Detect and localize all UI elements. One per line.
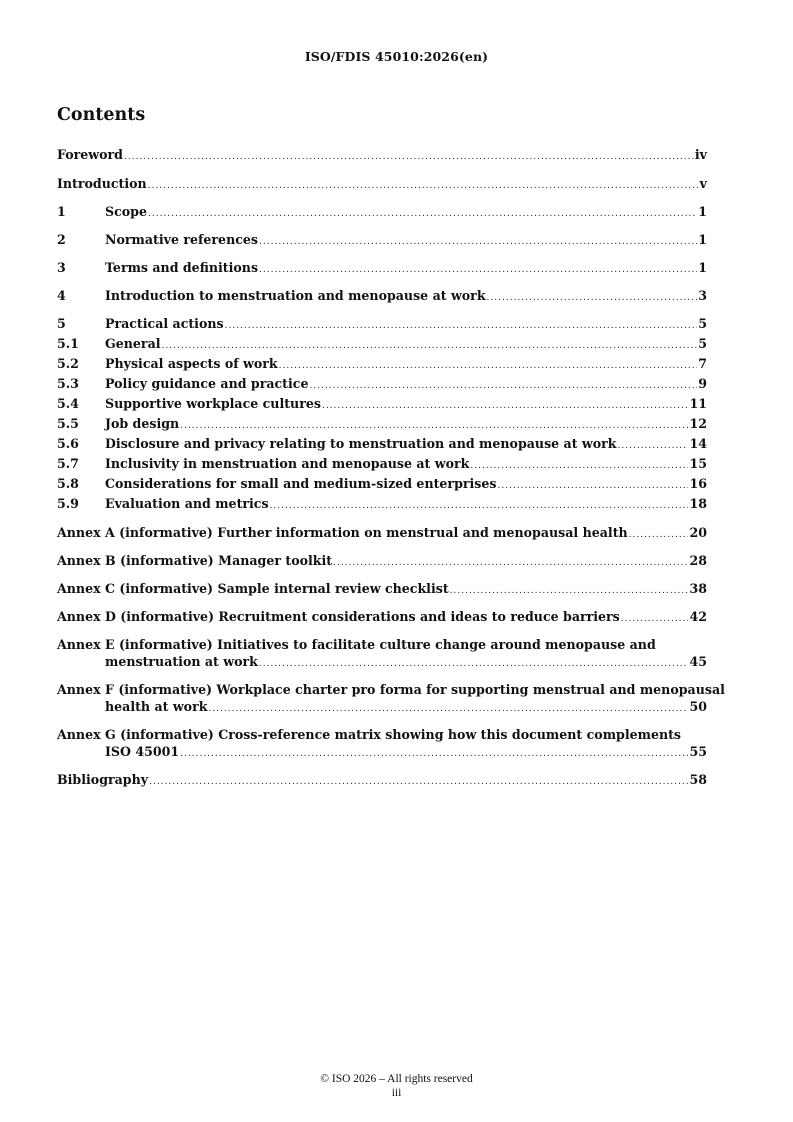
toc-entry[interactable] [57, 315, 707, 335]
toc-entry-title: Annex D (informative) Recruitment considerations and ideas to reduce barriers [57, 609, 620, 624]
toc-page-number: 18 [689, 496, 707, 511]
toc-entry-number: 5 [57, 316, 66, 331]
toc-entry-title: Physical aspects of work [105, 356, 278, 371]
toc-entry-title: Annex E (informative) Initiatives to facilitate culture change around menopause and [57, 637, 656, 652]
page-footer [0, 1072, 793, 1100]
toc-dot-leader [162, 338, 698, 355]
toc-entry[interactable] [57, 524, 707, 544]
toc-page-number: iv [694, 147, 707, 162]
toc-entry-title: Introduction to menstruation and menopause at work [105, 288, 486, 303]
toc-dot-leader [225, 318, 698, 335]
page-number: iii [391, 1087, 402, 1099]
toc-dot-leader [450, 583, 689, 600]
toc-page-number: 20 [689, 525, 707, 540]
toc-page-number: 7 [698, 356, 707, 371]
toc-page-number: 16 [689, 476, 707, 491]
toc-entry[interactable] [57, 175, 707, 195]
toc-page-number: 3 [698, 288, 707, 303]
toc-page-number: 50 [689, 699, 707, 714]
contents-title: Contents [57, 105, 146, 125]
toc-dot-leader [259, 656, 689, 673]
toc-page-number: 45 [689, 654, 707, 669]
toc-entry-number: 5.9 [57, 496, 79, 511]
toc-entry-title: Annex G (informative) Cross-reference matrix showing how this document complements [57, 727, 682, 742]
toc-entry-title-continued: menstruation at work [105, 654, 258, 669]
toc-page-number: 55 [689, 744, 707, 759]
toc-entry-title: Evaluation and metrics [105, 496, 269, 511]
toc-entry-title: Bibliography [57, 772, 149, 787]
toc-entry-title: Inclusivity in menstruation and menopause at work [105, 456, 470, 471]
toc-entry[interactable] [57, 335, 707, 355]
toc-page-number: 58 [689, 772, 707, 787]
toc-entry-title: Annex B (informative) Manager toolkit [57, 553, 333, 568]
toc-dot-leader [208, 701, 688, 718]
toc-page-number: 38 [689, 581, 707, 596]
toc-entry[interactable] [57, 395, 707, 415]
toc-entry-number: 5.5 [57, 416, 79, 431]
toc-page-number: 42 [689, 609, 707, 624]
toc-dot-leader [148, 178, 699, 195]
toc-entry-number: 5.4 [57, 396, 79, 411]
toc-dot-leader [498, 478, 689, 495]
toc-entry[interactable] [57, 287, 707, 307]
toc-entry-title: Policy guidance and practice [105, 376, 309, 391]
toc-entry-title: Disclosure and privacy relating to menstruation and menopause at work [105, 436, 617, 451]
toc-dot-leader [309, 378, 697, 395]
toc-dot-leader [180, 746, 688, 763]
toc-page-number: 1 [698, 204, 707, 219]
toc-entry-title: General [105, 336, 161, 351]
toc-dot-leader [629, 527, 689, 544]
toc-entry[interactable] [57, 636, 707, 673]
toc-dot-leader [180, 418, 688, 435]
toc-page-number: v [699, 176, 707, 191]
toc-entry-number: 5.1 [57, 336, 79, 351]
toc-page-number: 14 [689, 436, 707, 451]
toc-entry-number: 5.8 [57, 476, 79, 491]
toc-page-number: 11 [689, 396, 707, 411]
toc-entry[interactable] [57, 475, 707, 495]
toc-dot-leader [487, 290, 698, 307]
toc-page-number: 5 [698, 336, 707, 351]
toc-dot-leader [618, 438, 689, 455]
toc-entry[interactable] [57, 455, 707, 475]
toc-entry-title: Introduction [57, 176, 147, 191]
toc-page-number: 12 [689, 416, 707, 431]
toc-entry-title: Annex A (informative) Further information on menstrual and menopausal health [57, 525, 628, 540]
toc-entry-number: 3 [57, 260, 66, 275]
toc-entry-title: Scope [105, 204, 147, 219]
toc-entry-title: Annex F (informative) Workplace charter pro forma for supporting menstrual and menopausal [57, 682, 725, 697]
toc-entry[interactable] [57, 681, 725, 718]
toc-dot-leader [470, 458, 688, 475]
toc-entry-title: Practical actions [105, 316, 224, 331]
toc-entry[interactable] [57, 726, 707, 763]
table-of-contents [57, 146, 725, 791]
toc-page-number: 1 [698, 260, 707, 275]
toc-entry-title: Normative references [105, 232, 259, 247]
toc-entry[interactable] [57, 495, 707, 515]
toc-entry-number: 5.3 [57, 376, 79, 391]
toc-entry[interactable] [57, 355, 707, 375]
toc-entry[interactable] [57, 608, 707, 628]
toc-dot-leader [279, 358, 698, 375]
toc-dot-leader [148, 206, 697, 223]
toc-entry-number: 2 [57, 232, 66, 247]
toc-entry[interactable] [57, 259, 707, 279]
toc-dot-leader [270, 498, 689, 515]
toc-entry-number: 5.7 [57, 456, 79, 471]
toc-entry[interactable] [57, 415, 707, 435]
toc-entry-title-continued: health at work [105, 699, 208, 714]
toc-entry[interactable] [57, 771, 707, 791]
toc-entry[interactable] [57, 203, 707, 223]
toc-entry[interactable] [57, 552, 707, 572]
toc-entry[interactable] [57, 375, 707, 395]
toc-entry-number: 1 [57, 204, 66, 219]
document-header: ISO/FDIS 45010:2026(en) [304, 49, 489, 64]
toc-dot-leader [621, 611, 689, 628]
toc-dot-leader [333, 555, 688, 572]
toc-page-number: 9 [698, 376, 707, 391]
toc-dot-leader [259, 262, 697, 279]
toc-entry[interactable] [57, 231, 707, 251]
toc-entry-title: Foreword [57, 147, 123, 162]
toc-entry[interactable] [57, 435, 707, 455]
toc-dot-leader [259, 234, 697, 251]
toc-entry-title: Terms and definitions [105, 260, 259, 275]
toc-dot-leader [149, 774, 688, 791]
toc-page-number: 1 [698, 232, 707, 247]
toc-entry[interactable] [57, 146, 707, 166]
toc-entry-number: 4 [57, 288, 66, 303]
toc-entry-title: Annex C (informative) Sample internal review checklist [57, 581, 449, 596]
toc-page-number: 5 [698, 316, 707, 331]
toc-entry-title: Job design [105, 416, 180, 431]
toc-entry-title: Considerations for small and medium-sized enterprises [105, 476, 497, 491]
toc-entry-title-continued: ISO 45001 [105, 744, 180, 759]
toc-page-number: 15 [689, 456, 707, 471]
toc-entry-title: Supportive workplace cultures [105, 396, 321, 411]
copyright-notice: © ISO 2026 – All rights reserved [320, 1073, 473, 1085]
toc-page-number: 28 [689, 553, 707, 568]
toc-dot-leader [124, 149, 694, 166]
toc-dot-leader [322, 398, 689, 415]
toc-entry-number: 5.6 [57, 436, 79, 451]
toc-entry-number: 5.2 [57, 356, 79, 371]
toc-entry[interactable] [57, 580, 707, 600]
